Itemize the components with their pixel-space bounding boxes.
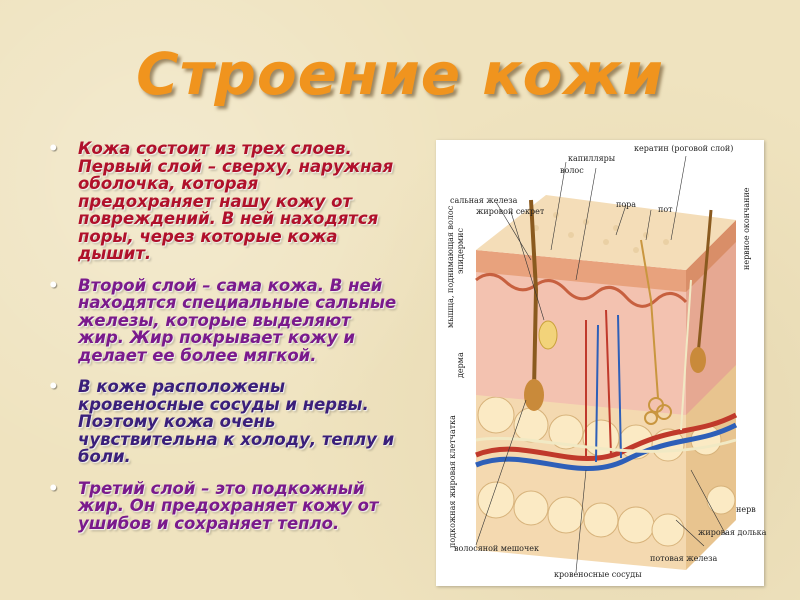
label-sweat-gland: потовая железа [650,554,718,563]
bullet-list [48,140,398,546]
label-sweat: пот [658,205,673,214]
label-hair-muscle: мышца, поднимающая волос [446,205,455,328]
label-hair: волос [560,166,584,175]
bullet-item [48,140,398,263]
skin-structure-diagram [436,140,767,586]
bullet-marker: • [48,139,59,158]
bullet-text: В коже расположены кровеносные сосуды и нервы. Поэтому кожа очень чувствительна к холоду, теплу и боли. [78,377,395,466]
label-fat-secretion: жировой секрет [476,207,545,216]
bullet-item [48,480,398,533]
bullet-marker: • [48,478,59,498]
bullet-item [48,378,398,466]
label-hair-follicle: волосяной мешочек [454,544,540,553]
bullet-marker: • [48,377,59,396]
label-epidermis: эпидермис [456,228,465,274]
label-keratin: кератин (роговой слой) [634,144,734,153]
label-nerve-ending: нервное окончание [742,187,751,270]
label-fat-lobule: жировая долька [698,528,767,537]
bullet-marker: • [48,275,59,295]
label-subcutaneous-fat: подкожная жировая клетчатка [448,415,457,548]
slide-title: Строение кожи [136,40,664,108]
label-blood-vessels: кровеносные сосуды [554,570,642,579]
label-sebaceous-gland: сальная железа [450,196,518,205]
label-dermis: дерма [456,352,465,378]
bullet-text: Кожа состоит из трех слоев. Первый слой – сверху, наружная оболочка, которая предохраняет нашу кожу от повреждений. В ней находятся поры, через которые кожа дышит. [78,139,394,263]
bullet-text: Второй слой – сама кожа. В ней находятся специальные сальные железы, которые выделяют жир. Жир покрывает кожу и делает ее более мягкой. [78,275,397,365]
bullet-text: Третий слой – это подкожный жир. Он предохраняет кожу от ушибов и сохраняет тепло. [78,478,379,533]
label-pore: пора [616,200,637,209]
bullet-item [48,277,398,365]
label-capillaries: капилляры [568,154,616,163]
label-nerve: нерв [736,505,756,514]
